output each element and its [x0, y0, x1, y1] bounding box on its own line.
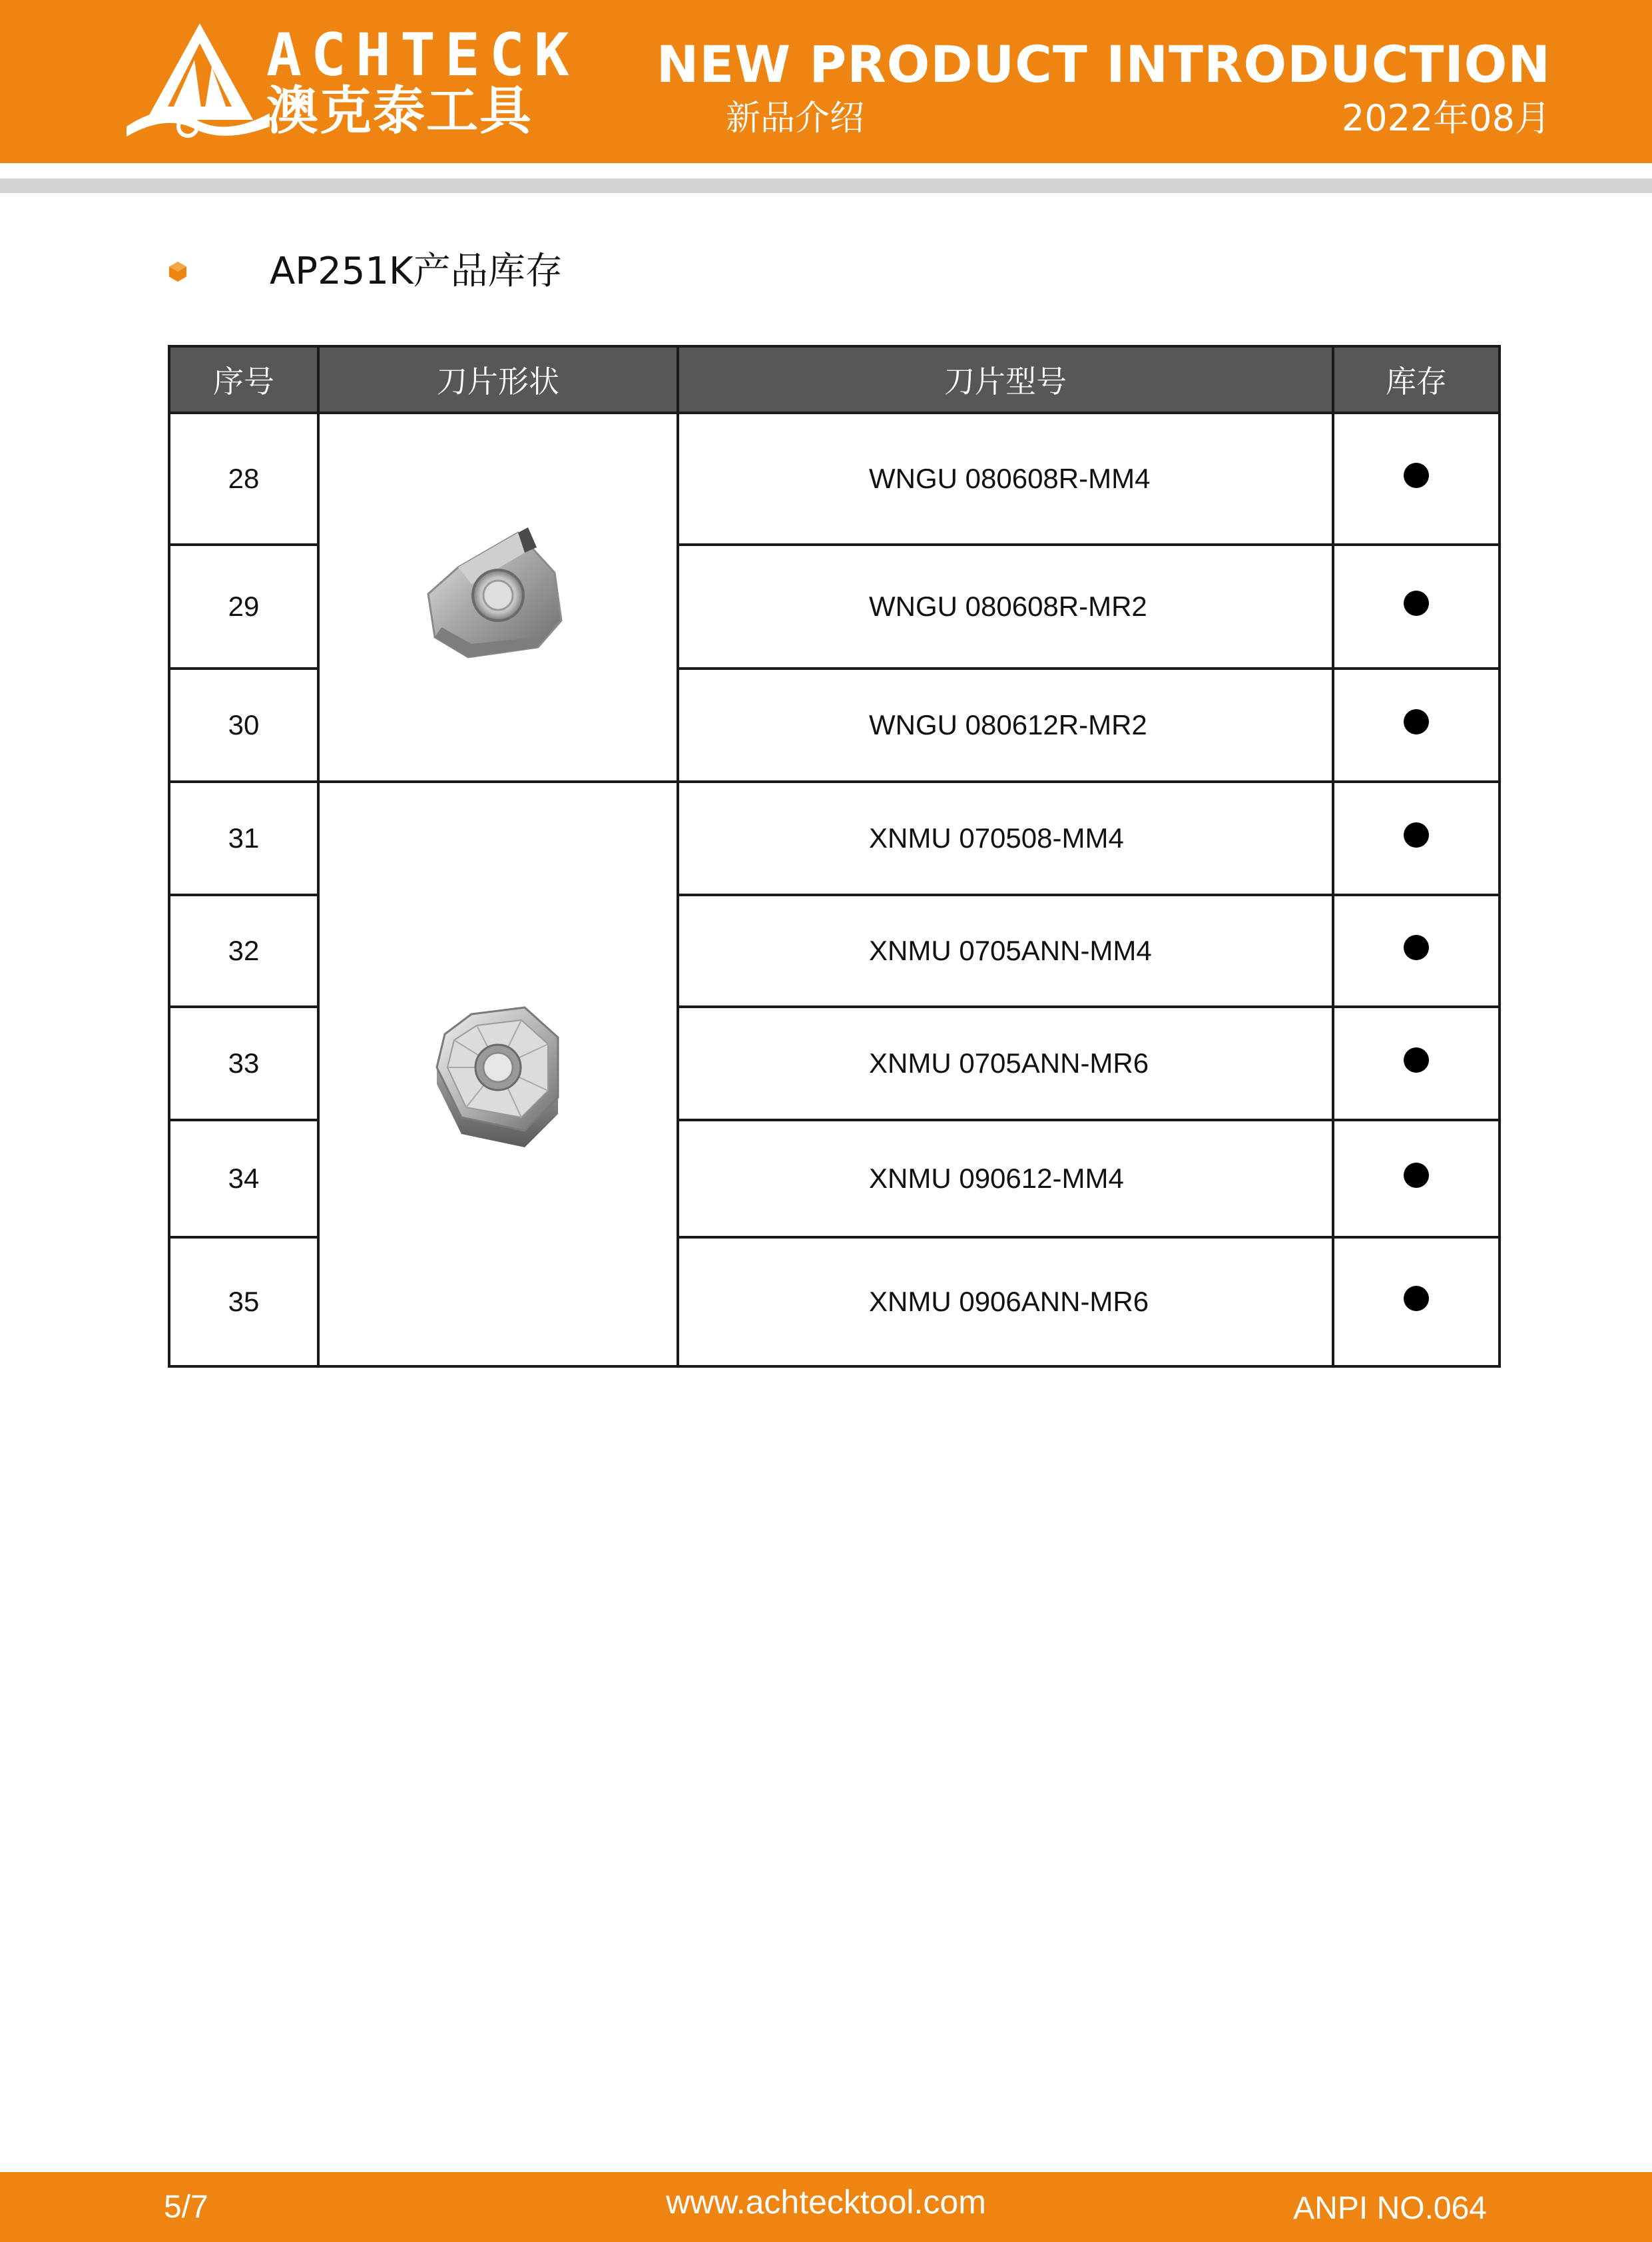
stock-cell	[1333, 895, 1500, 1007]
row-number: 28	[169, 413, 318, 545]
stock-cell	[1333, 545, 1500, 669]
website-link[interactable]: www.achtecktool.com	[666, 2183, 986, 2221]
insert-model: XNMU 0705ANN-MR6	[678, 1007, 1333, 1120]
section-title: AP251K产品库存	[270, 250, 563, 293]
orange-hexagon-bullet-icon	[168, 261, 188, 282]
document-title: NEW PRODUCT INTRODUCTION	[656, 35, 1551, 94]
inventory-table	[168, 345, 1501, 1368]
in-stock-dot-icon	[1404, 709, 1429, 734]
in-stock-dot-icon	[1404, 822, 1429, 848]
page-header	[0, 0, 1652, 163]
document-date: 2022年08月	[1341, 97, 1551, 139]
document-subtitle: 新品介绍	[726, 99, 865, 139]
insert-model: WNGU 080612R-MR2	[678, 669, 1333, 782]
header-divider	[0, 178, 1652, 193]
stock-cell	[1333, 1007, 1500, 1120]
stylized-eagle-logo-icon	[127, 20, 270, 140]
stock-cell	[1333, 413, 1500, 545]
row-number: 35	[169, 1237, 318, 1366]
column-header-number: 序号	[169, 346, 318, 413]
insert-model: WNGU 080608R-MR2	[678, 545, 1333, 669]
in-stock-dot-icon	[1404, 935, 1429, 960]
stock-cell	[1333, 669, 1500, 782]
row-number: 32	[169, 895, 318, 1007]
wngu-trigon-insert-image-icon	[418, 521, 578, 674]
insert-model: WNGU 080608R-MM4	[678, 413, 1333, 545]
column-header-shape: 刀片形状	[318, 346, 678, 413]
column-header-stock: 库存	[1333, 346, 1500, 413]
in-stock-dot-icon	[1404, 1286, 1429, 1311]
insert-shape-cell	[318, 782, 678, 1366]
stock-cell	[1333, 782, 1500, 895]
row-number: 34	[169, 1120, 318, 1237]
insert-shape-cell	[318, 413, 678, 782]
brand-name-cn: 澳克泰工具	[266, 81, 533, 141]
table-row	[169, 782, 1500, 895]
insert-model: XNMU 070508-MM4	[678, 782, 1333, 895]
in-stock-dot-icon	[1404, 1163, 1429, 1188]
stock-cell	[1333, 1120, 1500, 1237]
xnmu-octagon-insert-image-icon	[425, 997, 571, 1151]
table-row	[169, 413, 1500, 545]
in-stock-dot-icon	[1404, 1047, 1429, 1073]
row-number: 30	[169, 669, 318, 782]
page-number: 5/7	[164, 2189, 208, 2225]
brand-name-en: ACHTECK	[266, 21, 579, 89]
row-number: 31	[169, 782, 318, 895]
table-header-row	[169, 346, 1500, 413]
stock-cell	[1333, 1237, 1500, 1366]
row-number: 33	[169, 1007, 318, 1120]
in-stock-dot-icon	[1404, 591, 1429, 616]
row-number: 29	[169, 545, 318, 669]
document-code: ANPI NO.064	[1293, 2191, 1487, 2226]
insert-model: XNMU 0906ANN-MR6	[678, 1237, 1333, 1366]
page-footer	[0, 2172, 1652, 2242]
insert-model: XNMU 090612-MM4	[678, 1120, 1333, 1237]
in-stock-dot-icon	[1404, 463, 1429, 488]
column-header-model: 刀片型号	[678, 346, 1333, 413]
insert-model: XNMU 0705ANN-MM4	[678, 895, 1333, 1007]
